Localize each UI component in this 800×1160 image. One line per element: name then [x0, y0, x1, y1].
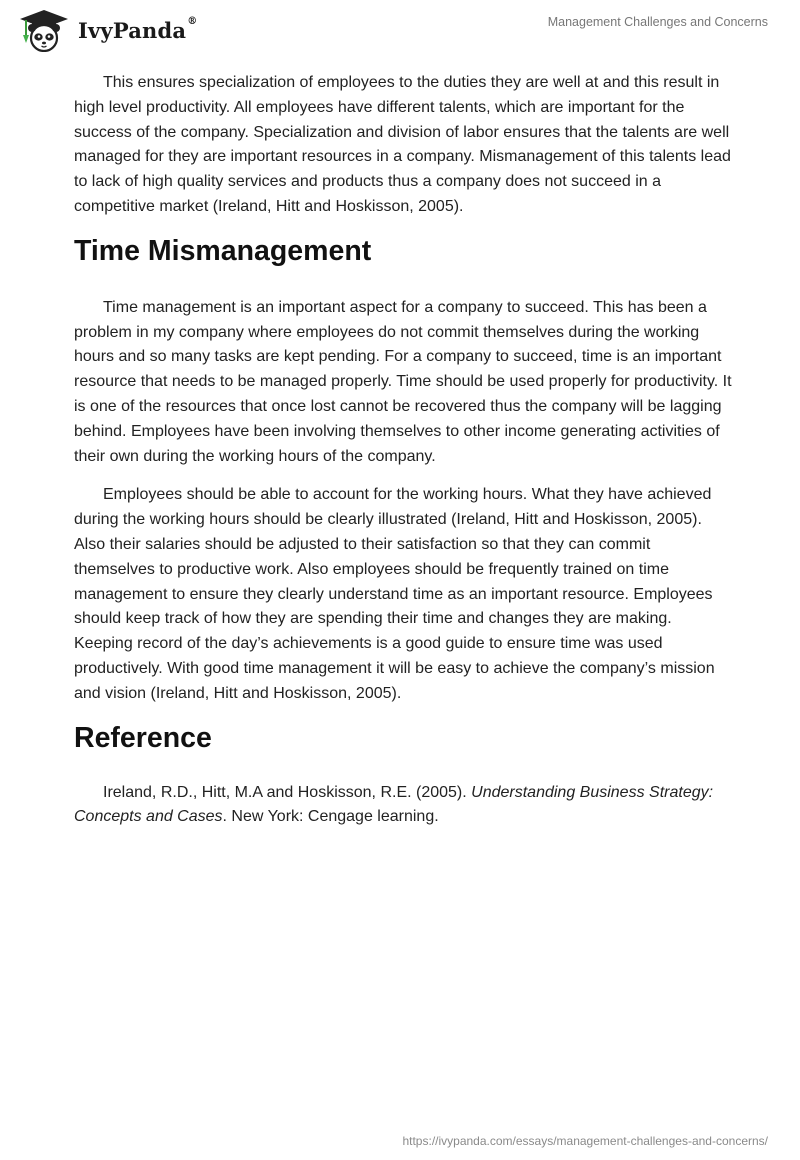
intro-paragraph: This ensures specialization of employees to the duties they are well at and this result in high level productivity. All employees have different talents, which are important for the success of the company. Specialization and division of labor ensures that the talents are well managed for they are important resources in a company. Mismanagement of this talents lead to lack of high quality services and products thus a company does not succeed in a competitive market (Ireland, Hitt and Hoskisson, 2005). [74, 74, 731, 215]
source-url[interactable]: https://ivypanda.com/essays/management-challenges-and-concerns/ [402, 1134, 768, 1148]
time-paragraph-2: Employees should be able to account for the working hours. What they have achieved during the working hours should be clearly illustrated (Ireland, Hitt and Hoskisson, 2005). Also their salaries should be adjusted to their satisfaction so that they can commit themselves to productive work. Also employees should be frequently trained on time management to ensure they clearly understand time as an important resource. Employees should keep track of how they are spending their time and changes they are making. Keeping record of the day’s achievements is a good guide to ensure time was used productively. With good time management it will be easy to achieve the company’s mission and vision (Ireland, Hitt and Hoskisson, 2005). [74, 486, 715, 702]
reference-entry [74, 781, 734, 831]
reference-book-title: Understanding Business Strategy: Concepts and Cases [74, 783, 714, 826]
essay-body [74, 71, 734, 844]
section-heading-reference: Reference [74, 721, 212, 754]
reference-authors: Ireland, R.D., Hitt, M.A and Hoskisson, R.E. (2005). [103, 783, 472, 801]
section-heading-time-mismanagement: Time Mismanagement [74, 234, 372, 267]
registered-mark: ® [187, 15, 198, 27]
document-title: Management Challenges and Concerns [547, 15, 768, 29]
time-paragraph-1: Time management is an important aspect for a company to succeed. This has been a problem in my company where employees do not commit themselves during the working hours and so many tasks are kept pending. For a company to succeed, time is an important resource that needs to be managed properly. Time should be used properly for productivity. It is one of the resources that once lost cannot be recovered thus the company will be lagging behind. Employees have been involving themselves to other income generating activities of their own during the working hours of the company. [74, 298, 732, 465]
reference-publisher: . New York: Cengage learning. [222, 808, 439, 826]
brand-name: IvyPanda® [78, 15, 198, 43]
panda-graduate-icon [16, 8, 72, 52]
brand-logo[interactable] [16, 8, 197, 52]
